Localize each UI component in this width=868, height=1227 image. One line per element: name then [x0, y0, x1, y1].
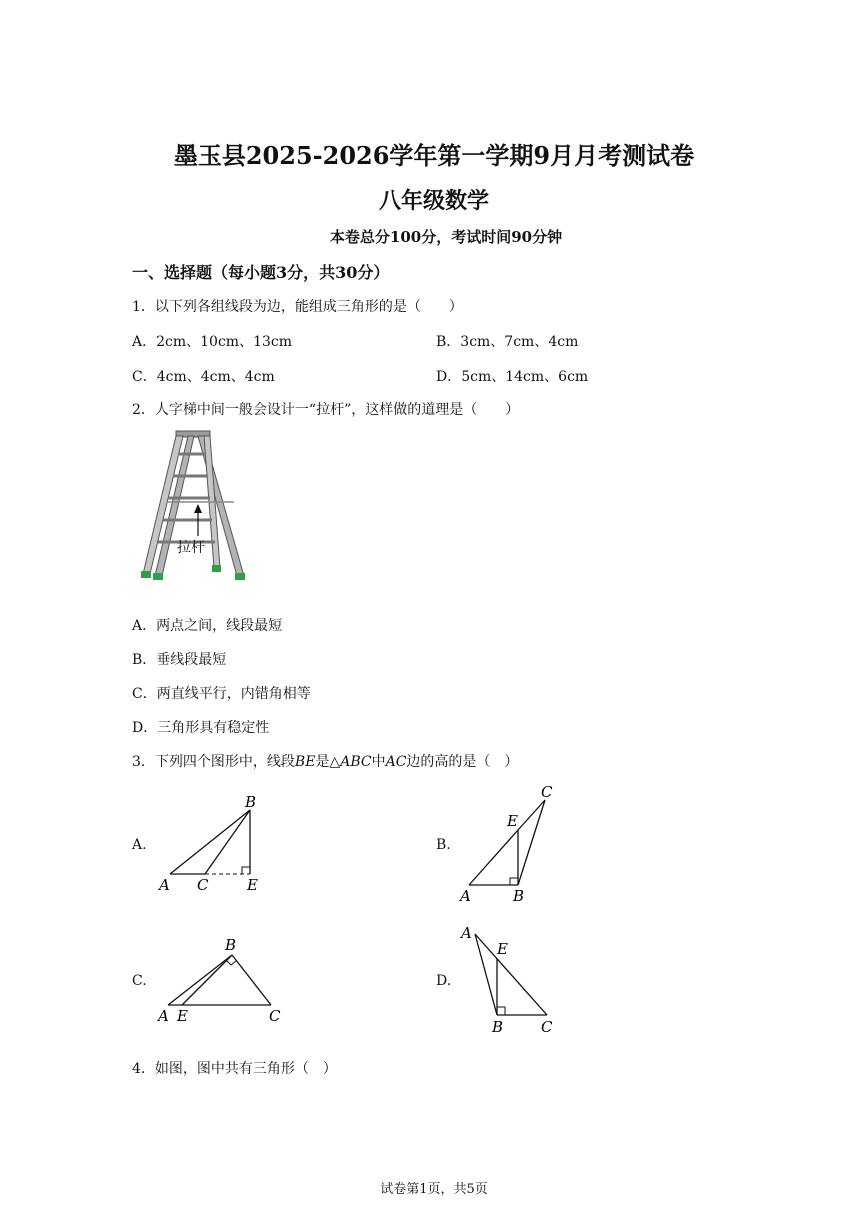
svg-text:A: A: [158, 1007, 169, 1025]
svg-text:B: B: [225, 936, 237, 954]
q2-option-b: B．垂线段最短: [132, 652, 227, 668]
svg-text:E: E: [507, 812, 518, 830]
q3-option-c-label: C.: [132, 973, 147, 989]
exam-subtitle: 八年级数学: [378, 188, 489, 214]
svg-text:C: C: [269, 1007, 281, 1025]
q3-figure-c: [150, 930, 290, 1030]
svg-text:E: E: [177, 1007, 188, 1025]
q1-stem: 1．以下列各组线段为边，能组成三角形的是（ ）: [132, 299, 463, 315]
q1-option-b: B．3cm、7cm、4cm: [436, 334, 579, 350]
svg-text:C: C: [541, 1018, 553, 1036]
svg-text:B: B: [245, 793, 257, 811]
ladder-label: 拉杆: [177, 540, 205, 556]
q2-option-a: A．两点之间，线段最短: [132, 618, 283, 634]
svg-text:A: A: [159, 876, 170, 894]
q4-stem: 4．如图，图中共有三角形（ ）: [132, 1061, 337, 1077]
exam-title: 墨玉县2025-2026学年第一学期9月月考测试卷: [173, 141, 695, 170]
q1-option-d: D．5cm、14cm、6cm: [436, 369, 589, 385]
svg-text:C: C: [197, 876, 209, 894]
section-title: 一、选择题（每小题3分，共30分）: [132, 263, 390, 282]
q2-option-c: C．两直线平行，内错角相等: [132, 686, 311, 702]
svg-text:E: E: [247, 876, 258, 894]
svg-text:B: B: [513, 887, 525, 905]
q3-option-a-label: A.: [132, 837, 147, 853]
svg-text:B: B: [492, 1018, 504, 1036]
q3-figure-d: [455, 920, 565, 1040]
svg-text:C: C: [541, 783, 553, 801]
q1-option-a: A．2cm、10cm、13cm: [132, 334, 292, 350]
svg-text:A: A: [460, 887, 471, 905]
ladder-figure: [138, 428, 250, 586]
q3-stem: 3．下列四个图形中，线段BE是△ABC中AC边的高的是（ ）: [132, 754, 519, 770]
q3-figure-b: [455, 780, 565, 905]
q3-option-b-label: B.: [436, 837, 451, 853]
exam-info: 本卷总分100分，考试时间90分钟: [329, 228, 563, 246]
q2-stem: 2．人字梯中间一般会设计一“拉杆”，这样做的道理是（ ）: [132, 402, 520, 418]
svg-text:A: A: [461, 924, 472, 942]
q2-option-d: D．三角形具有稳定性: [132, 720, 270, 736]
q3-option-d-label: D.: [436, 973, 452, 989]
q3-figure-a: [150, 790, 280, 900]
svg-text:E: E: [497, 940, 508, 958]
q1-option-c: C．4cm、4cm、4cm: [132, 369, 275, 385]
page-footer: 试卷第1页，共5页: [380, 1182, 488, 1197]
